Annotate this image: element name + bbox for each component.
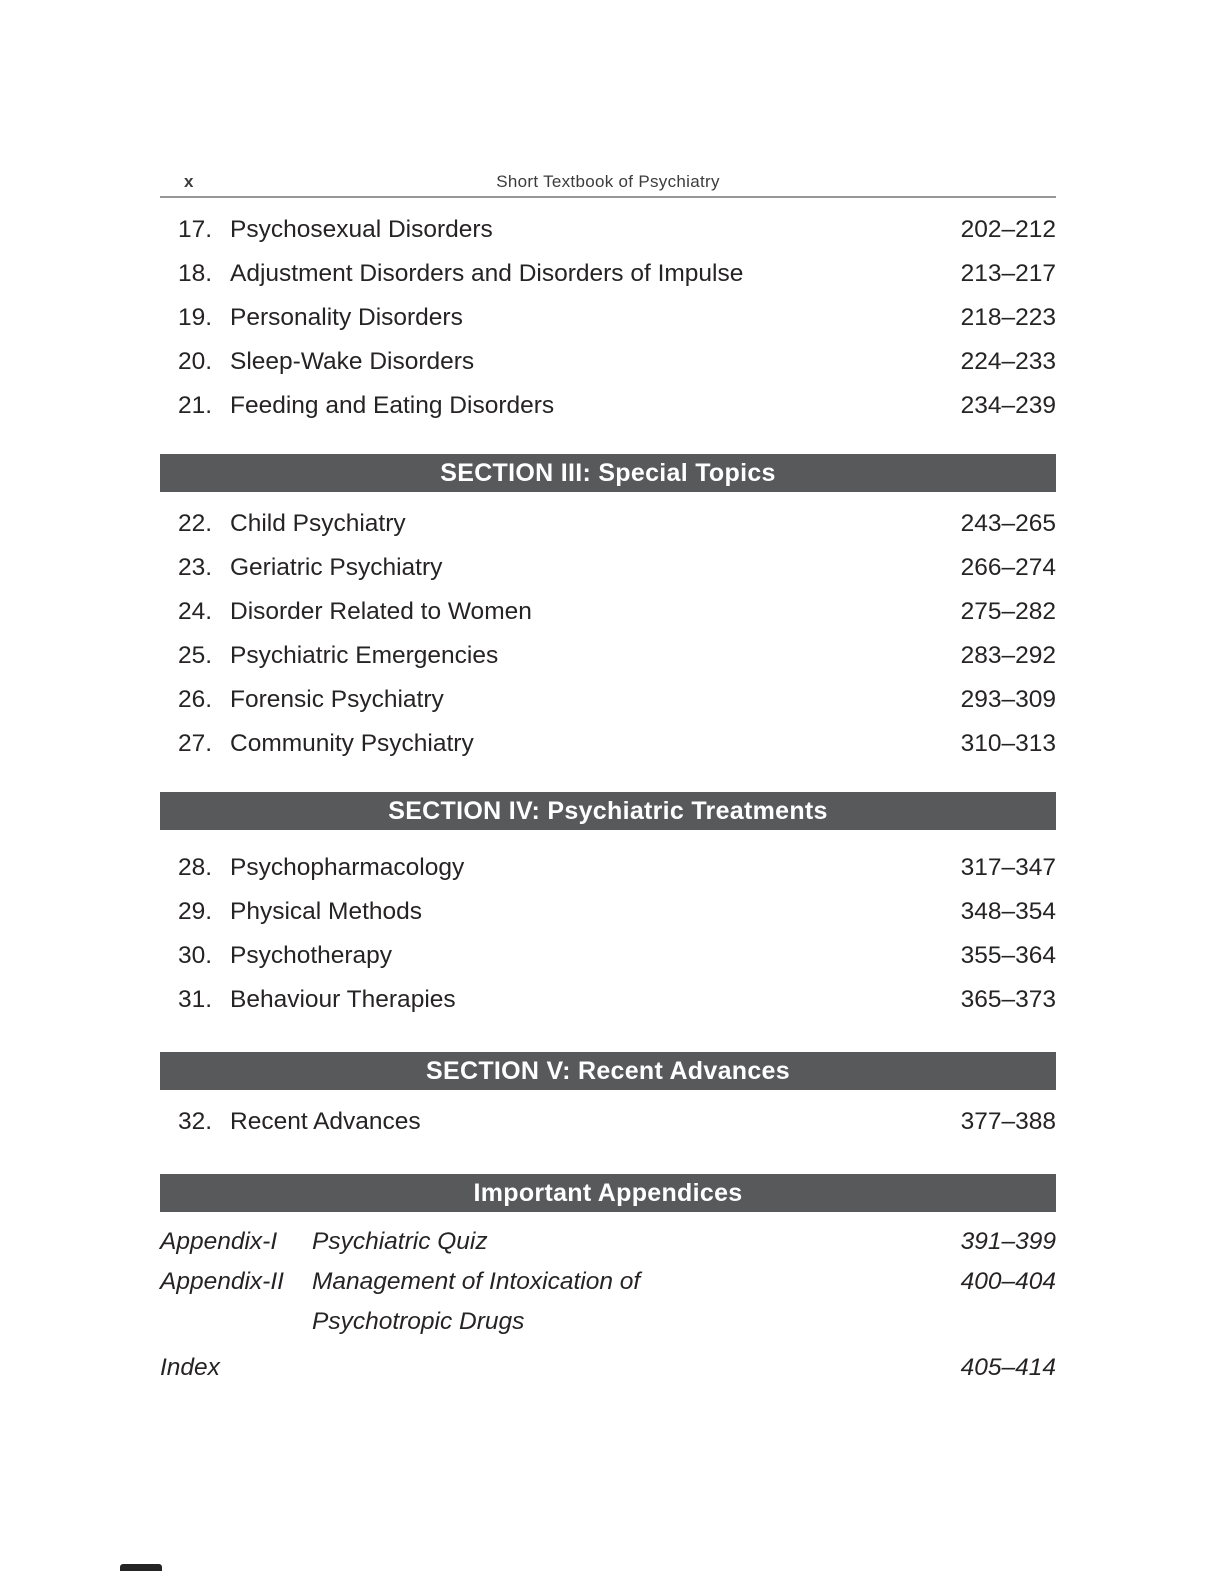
entry-number: 19. bbox=[177, 304, 212, 331]
entry-title: Behaviour Therapies bbox=[230, 986, 456, 1013]
entry-number: 29. bbox=[177, 898, 212, 925]
entry-title: Feeding and Eating Disorders bbox=[230, 392, 555, 419]
entry-pages: 348–354 bbox=[960, 898, 1056, 925]
appendix-pages: 400–404 bbox=[960, 1268, 1056, 1295]
entry-pages: 202–212 bbox=[960, 216, 1056, 243]
index-entry bbox=[160, 1348, 1056, 1388]
toc-entry bbox=[160, 846, 1056, 890]
appendices-banner: Important Appendices bbox=[160, 1174, 1056, 1212]
appendix-pages: 391–399 bbox=[960, 1228, 1056, 1255]
entry-number: 30. bbox=[177, 942, 212, 969]
toc-group-carryover bbox=[160, 208, 1056, 428]
toc-entry bbox=[160, 296, 1056, 340]
entry-number: 31. bbox=[177, 986, 212, 1013]
appendix-title-line2: Psychotropic Drugs bbox=[312, 1308, 525, 1335]
entry-title: Community Psychiatry bbox=[230, 730, 474, 757]
toc-group-section-v bbox=[160, 1100, 1056, 1144]
entry-pages: 377–388 bbox=[960, 1108, 1056, 1135]
appendix-label: Appendix-I bbox=[160, 1228, 278, 1255]
toc-entry bbox=[160, 252, 1056, 296]
section-banner-v: SECTION V: Recent Advances bbox=[160, 1052, 1056, 1090]
toc-content bbox=[160, 170, 1056, 1388]
entry-title: Personality Disorders bbox=[230, 304, 463, 331]
entry-pages: 224–233 bbox=[960, 348, 1056, 375]
toc-entry bbox=[160, 634, 1056, 678]
entry-number: 23. bbox=[177, 554, 212, 581]
toc-entry bbox=[160, 384, 1056, 428]
entry-number: 25. bbox=[177, 642, 212, 669]
entry-pages: 266–274 bbox=[960, 554, 1056, 581]
entry-title: Forensic Psychiatry bbox=[230, 686, 444, 713]
entry-pages: 283–292 bbox=[960, 642, 1056, 669]
toc-entry bbox=[160, 890, 1056, 934]
entry-pages: 310–313 bbox=[960, 730, 1056, 757]
toc-entry bbox=[160, 208, 1056, 252]
toc-entry bbox=[160, 590, 1056, 634]
entry-title: Physical Methods bbox=[230, 898, 423, 925]
index-pages: 405–414 bbox=[960, 1354, 1056, 1381]
toc-group-section-iv bbox=[160, 846, 1056, 1022]
toc-entry bbox=[160, 1100, 1056, 1144]
entry-pages: 293–309 bbox=[960, 686, 1056, 713]
page-number: x bbox=[184, 172, 194, 191]
toc-entry bbox=[160, 934, 1056, 978]
appendix-title-line1: Management of Intoxication of bbox=[312, 1268, 641, 1295]
entry-number: 20. bbox=[177, 348, 212, 375]
entry-number: 22. bbox=[177, 510, 212, 537]
entry-number: 24. bbox=[177, 598, 212, 625]
entry-title: Recent Advances bbox=[230, 1108, 421, 1135]
entry-title: Adjustment Disorders and Disorders of Impulse bbox=[230, 260, 744, 287]
section-banner-iii: SECTION III: Special Topics bbox=[160, 454, 1056, 492]
entry-title: Child Psychiatry bbox=[230, 510, 406, 537]
entry-title: Psychopharmacology bbox=[230, 854, 465, 881]
toc-entry bbox=[160, 678, 1056, 722]
scan-artifact-mark bbox=[120, 1564, 162, 1571]
entry-title: Psychiatric Emergencies bbox=[230, 642, 499, 669]
entry-title: Sleep-Wake Disorders bbox=[230, 348, 475, 375]
entry-number: 26. bbox=[177, 686, 212, 713]
entry-number: 32. bbox=[177, 1108, 212, 1135]
entry-pages: 234–239 bbox=[960, 392, 1056, 419]
appendices-list bbox=[160, 1222, 1056, 1388]
entry-pages: 317–347 bbox=[960, 854, 1056, 881]
entry-pages: 243–265 bbox=[960, 510, 1056, 537]
toc-entry bbox=[160, 722, 1056, 766]
entry-pages: 365–373 bbox=[960, 986, 1056, 1013]
entry-pages: 213–217 bbox=[960, 260, 1056, 287]
entry-title: Psychotherapy bbox=[230, 942, 393, 969]
entry-number: 27. bbox=[177, 730, 212, 757]
entry-pages: 355–364 bbox=[960, 942, 1056, 969]
toc-entry bbox=[160, 502, 1056, 546]
section-banner-iv: SECTION IV: Psychiatric Treatments bbox=[160, 792, 1056, 830]
appendix-entry bbox=[160, 1262, 1056, 1342]
toc-entry bbox=[160, 978, 1056, 1022]
entry-title: Psychosexual Disorders bbox=[230, 216, 493, 243]
entry-number: 18. bbox=[177, 260, 212, 287]
entry-number: 21. bbox=[177, 392, 212, 419]
entry-pages: 275–282 bbox=[960, 598, 1056, 625]
appendix-title bbox=[312, 1262, 961, 1342]
appendix-title: Psychiatric Quiz bbox=[312, 1228, 488, 1255]
entry-pages: 218–223 bbox=[960, 304, 1056, 331]
appendix-label: Appendix-II bbox=[160, 1268, 284, 1295]
running-title: Short Textbook of Psychiatry bbox=[496, 172, 720, 191]
entry-title: Disorder Related to Women bbox=[230, 598, 532, 625]
running-header bbox=[160, 170, 1056, 198]
toc-group-section-iii bbox=[160, 502, 1056, 766]
index-title: Index bbox=[160, 1354, 220, 1381]
appendix-entry bbox=[160, 1222, 1056, 1262]
entry-title: Geriatric Psychiatry bbox=[230, 554, 443, 581]
entry-number: 17. bbox=[177, 216, 212, 243]
toc-entry bbox=[160, 546, 1056, 590]
toc-entry bbox=[160, 340, 1056, 384]
entry-number: 28. bbox=[177, 854, 212, 881]
